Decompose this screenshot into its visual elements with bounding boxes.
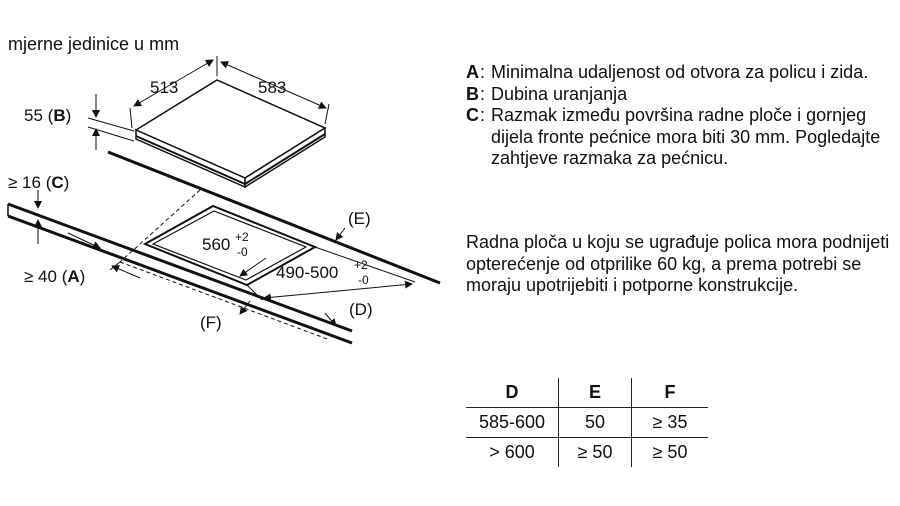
table-header-row xyxy=(466,378,708,408)
legend xyxy=(466,62,896,170)
cutout-depth-label: 490-500 xyxy=(276,263,339,282)
legend-key: B xyxy=(466,83,479,104)
legend-text: Dubina uranjanja xyxy=(491,83,628,104)
load-note xyxy=(466,232,896,297)
height-label: 55 (B) xyxy=(24,106,72,125)
table-cell: 50 xyxy=(559,408,632,438)
table-cell: 585-600 xyxy=(466,408,559,438)
ref-e-label: (E) xyxy=(348,209,371,228)
legend-item-a: A : Minimalna udaljenost od otvora za policu i zida. xyxy=(466,62,896,84)
depth-label: 513 xyxy=(150,78,179,97)
legend-item-c: C : Razmak između površina radne ploče i gornjeg dijela fronte pećnice mora biti 30 mm. Pogledajte zahtjeve razmaka za pećnicu. xyxy=(466,105,896,170)
dim-a-label: ≥ 40 (A) xyxy=(24,267,86,286)
dim-e-arrows xyxy=(336,228,345,240)
table-row xyxy=(466,408,708,438)
clearance-table xyxy=(466,378,708,467)
cutout-depth-tol-plus: +2 xyxy=(354,258,368,272)
table-cell: > 600 xyxy=(489,442,535,462)
legend-item-b: B : Dubina uranjanja xyxy=(466,84,896,106)
table-cell: ≥ 50 xyxy=(559,438,632,468)
table-cell: ≥ 35 xyxy=(632,408,709,438)
legend-key: C xyxy=(466,105,479,125)
table-header: F xyxy=(632,378,709,408)
load-note-text: Radna ploča u koju se ugrađuje polica mora podnijeti opterećenje od otprilike 60 kg, a prema potrebi se moraju upotrijebiti i potporne konstrukcije. xyxy=(466,232,890,295)
table-header: E xyxy=(559,378,632,408)
legend-key: A xyxy=(466,62,479,82)
cutout-depth-tol-minus: -0 xyxy=(358,273,369,287)
cutout-width-tol-minus: -0 xyxy=(237,245,248,259)
dim-c-label: ≥ 16 (C) xyxy=(8,173,70,192)
cutout-width-tol-plus: +2 xyxy=(235,230,249,244)
ref-f-label: (F) xyxy=(200,313,222,332)
width-label: 583 xyxy=(258,78,287,97)
cutout-width-label: 560 xyxy=(202,235,231,254)
legend-text: Minimalna udaljenost od otvora za policu i zida. xyxy=(491,62,869,82)
table-cell: ≥ 50 xyxy=(632,438,709,468)
table-row xyxy=(466,438,708,468)
table-header: D xyxy=(466,378,559,408)
legend-text: Razmak između površina radne ploče i gornjeg dijela fronte pećnice mora biti 30 mm. Pogledajte zahtjeve razmaka za pećnicu. xyxy=(491,105,881,168)
ref-d-label: (D) xyxy=(349,300,373,319)
units-label: mjerne jedinice u mm xyxy=(8,34,180,54)
